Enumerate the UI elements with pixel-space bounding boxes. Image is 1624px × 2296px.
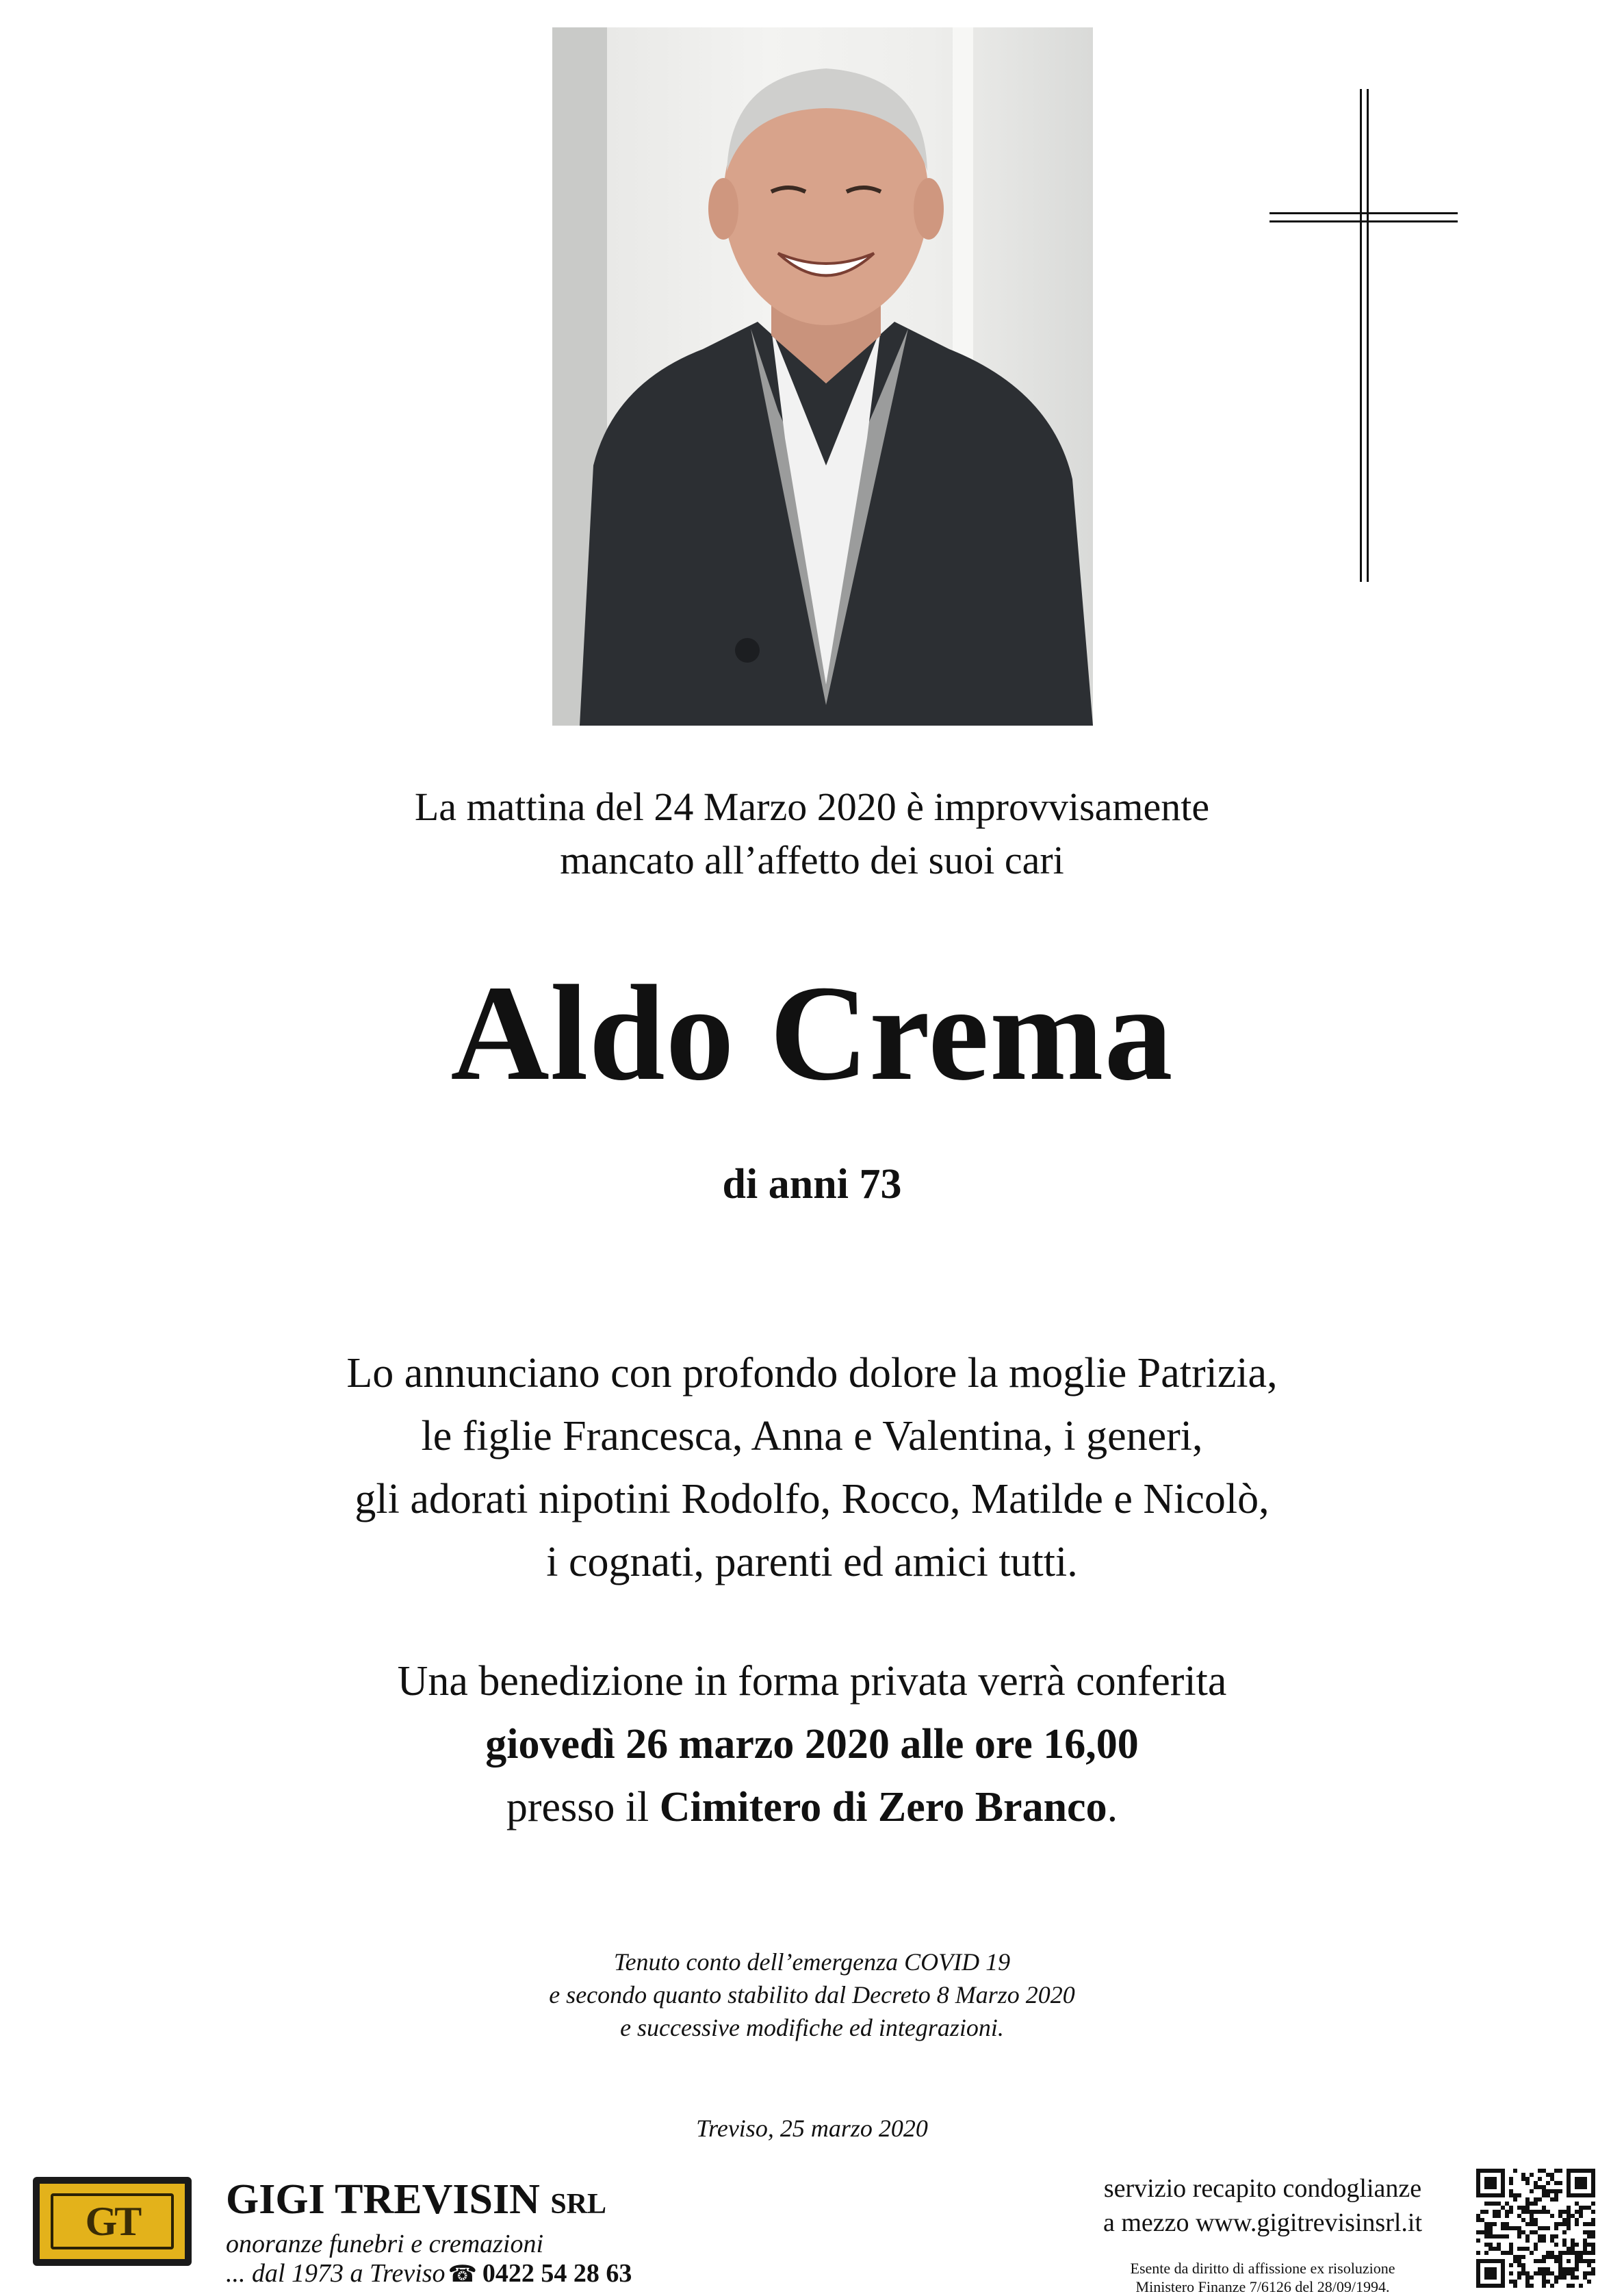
portrait-illustration	[552, 27, 1093, 726]
intro-line: La mattina del 24 Marzo 2020 è improvvisamente	[414, 785, 1210, 829]
covid-line: e successive modifiche ed integrazioni.	[620, 2014, 1004, 2041]
family-line: le figlie Francesca, Anna e Valentina, i generi,	[421, 1413, 1203, 1459]
condolences-line: a mezzo www.gigitrevisinsrl.it	[1103, 2208, 1423, 2237]
company-suffix: SRL	[550, 2189, 607, 2220]
place-date: Treviso, 25 marzo 2020	[696, 2115, 928, 2142]
service-place-prefix: presso il	[506, 1784, 649, 1831]
company-tagline: onoranze funebri e cremazioni	[226, 2230, 544, 2258]
service-info	[0, 1650, 1624, 1839]
company-phone: 0422 54 28 63	[482, 2259, 632, 2288]
qr-code-icon	[1476, 2169, 1595, 2288]
exemption-line: Ministero Finanze 7/6126 del 28/09/1994.	[1135, 2278, 1390, 2295]
covid-note	[0, 1946, 1624, 2044]
covid-line: Tenuto conto dell’emergenza COVID 19	[613, 1948, 1011, 1976]
exemption-line: Esente da diritto di affissione ex risoluzione	[1130, 2260, 1395, 2277]
service-line: Una benedizione in forma privata verrà conferita	[397, 1658, 1227, 1705]
family-announcement	[0, 1342, 1624, 1594]
qr-code-graphic	[1476, 2169, 1595, 2288]
family-line: Lo annunciano con profondo dolore la moglie Patrizia,	[346, 1350, 1278, 1396]
intro-text	[0, 780, 1624, 887]
company-name	[226, 2176, 606, 2228]
condolences-line: servizio recapito condoglianze	[1103, 2174, 1422, 2203]
company-logo	[33, 2177, 192, 2266]
deceased-name: Aldo Crema	[450, 958, 1174, 1109]
phone-icon: ☎	[448, 2262, 477, 2287]
covid-line: e secondo quanto stabilito dal Decreto 8 Marzo 2020	[549, 1981, 1075, 2008]
portrait-photo	[552, 27, 1093, 726]
service-datetime: giovedì 26 marzo 2020 alle ore 16,00	[485, 1721, 1139, 1768]
intro-line: mancato all’affetto dei suoi cari	[560, 838, 1064, 882]
company-since: ... dal 1973 a Treviso	[226, 2259, 446, 2288]
company-name-text: GIGI TREVISIN	[226, 2176, 540, 2223]
exemption-note	[1068, 2259, 1458, 2296]
service-place: Cimitero di Zero Branco	[659, 1784, 1107, 1831]
company-contact	[226, 2258, 632, 2291]
family-line: i cognati, parenti ed amici tutti.	[546, 1539, 1078, 1585]
logo-monogram: GT	[51, 2193, 174, 2249]
condolences-service	[1068, 2171, 1458, 2240]
deceased-age: di anni 73	[722, 1161, 902, 1208]
service-place-suffix: .	[1107, 1784, 1118, 1831]
family-line: gli adorati nipotini Rodolfo, Rocco, Matilde e Nicolò,	[355, 1476, 1269, 1522]
cross-icon	[1269, 89, 1458, 582]
